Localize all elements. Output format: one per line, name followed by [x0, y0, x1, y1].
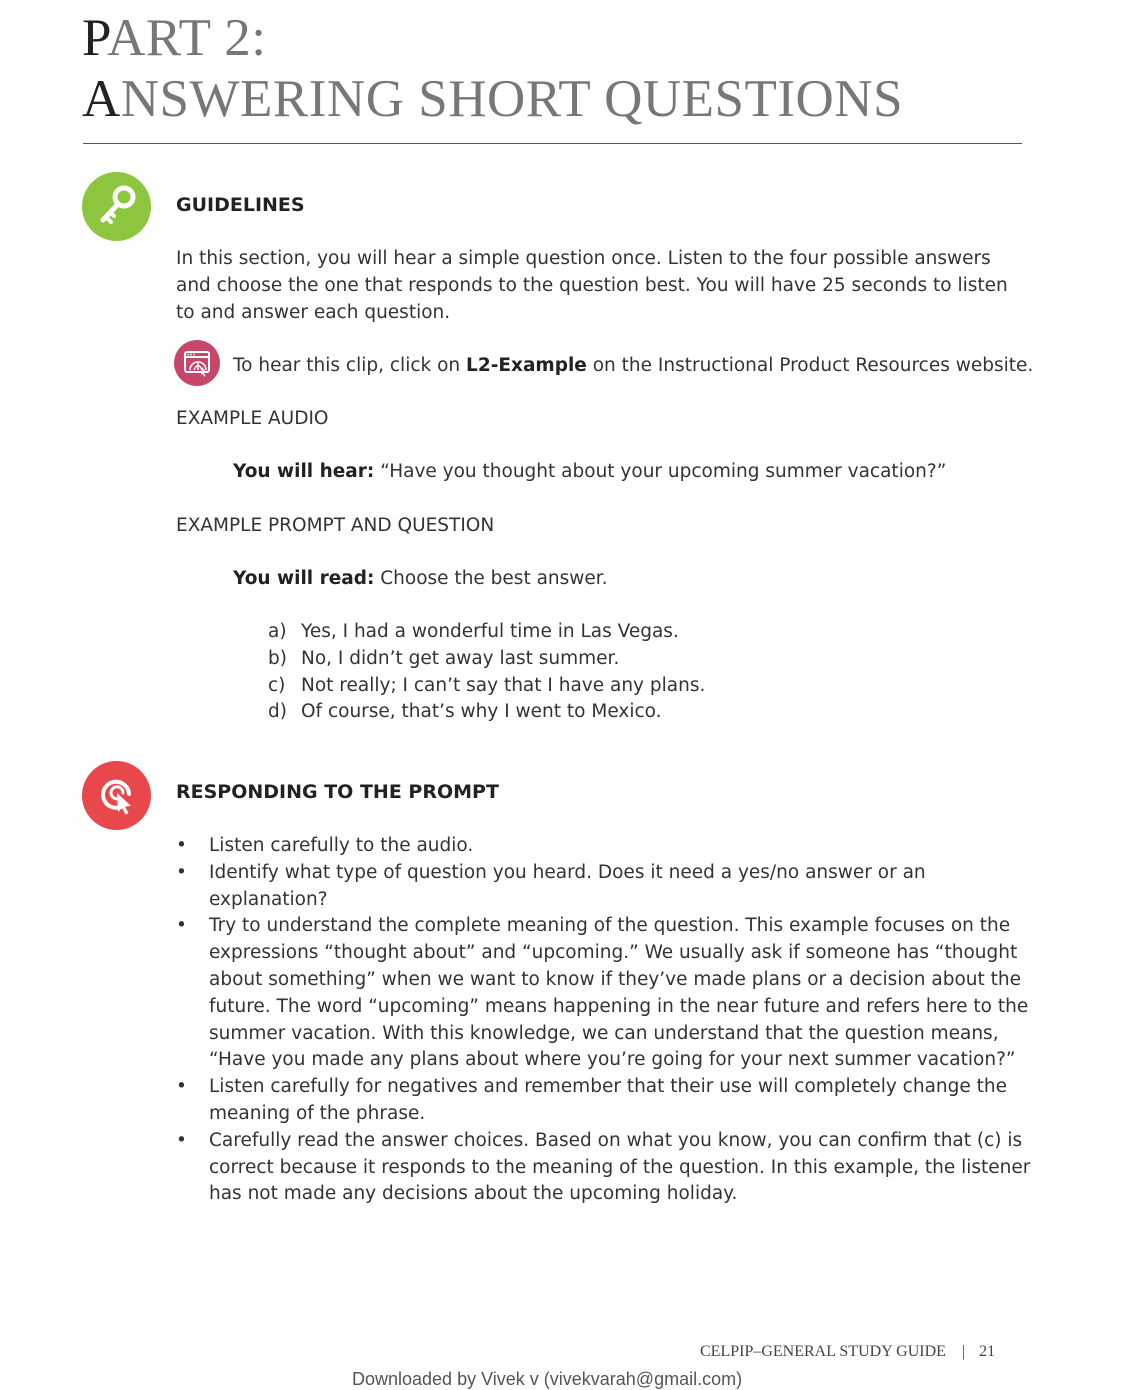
page-footer: [700, 1343, 995, 1361]
answer-option-label: a): [268, 621, 287, 642]
section-heading-responding: RESPONDING TO THE PROMPT: [176, 781, 499, 803]
answer-options-list: [268, 619, 705, 726]
example-prompt-label: EXAMPLE PROMPT AND QUESTION: [176, 515, 495, 536]
bullet-glyph: •: [176, 915, 187, 937]
you-will-read: [233, 566, 608, 593]
example-audio-label: EXAMPLE AUDIO: [176, 408, 329, 429]
answer-option-text: Of course, that’s why I went to Mexico.: [301, 701, 662, 723]
clip-instruction: [233, 353, 1033, 380]
tip-text: Carefully read the answer choices. Based on what you know, you can confirm that (c) is correct because it responds to the meaning of the question. In this example, the listener has not made any decisions about the upcoming holiday.: [209, 1129, 1031, 1205]
bullet-glyph: •: [176, 835, 187, 856]
tip-text: Identify what type of question you heard. Does it need a yes/no answer or an explanation?: [209, 861, 926, 910]
tip-text: Try to understand the complete meaning of the question. This example focuses on the expressions “thought about” and “upcoming.” We usually ask if someone has “thought about something” when we want to know if they’ve made plans or a decision about the future. The word “upcoming” means happening in the near future and refers here to the summer vacation. With this knowledge, we can understand that the question means, “Have you made any plans about where you’re going for your next summer vacation?”: [209, 915, 1029, 1071]
footer-separator: |: [961, 1343, 966, 1360]
bullet-glyph: •: [176, 1076, 187, 1098]
answer-option: [268, 673, 705, 700]
hear-label: You will hear:: [233, 461, 375, 482]
responding-tips-list: [176, 833, 1036, 1208]
answer-option-text: No, I didn’t get away last summer.: [301, 647, 620, 669]
footer-guide-title: CELPIP–GENERAL STUDY GUIDE: [700, 1343, 946, 1360]
answer-option: [268, 619, 705, 646]
page-number: 21: [979, 1343, 996, 1360]
answer-option: [268, 646, 705, 673]
bullet-glyph: •: [176, 1129, 187, 1151]
list-item: [176, 1128, 1036, 1208]
clip-text-before: To hear this clip, click on: [233, 355, 467, 376]
answer-option-label: b): [268, 647, 287, 669]
guidelines-intro: In this section, you will hear a simple question once. Listen to the four possible answers and choose the one that responds to the question best. You will have 25 seconds to listen to and answer each question.: [176, 248, 1008, 323]
download-watermark: Downloaded by Vivek v (vivekvarah@gmail.com): [352, 1369, 743, 1389]
read-label: You will read:: [233, 568, 375, 589]
tip-text: Listen carefully to the audio.: [209, 835, 474, 856]
bullet-glyph: •: [176, 861, 187, 883]
title-text: ART 2:: [107, 9, 267, 67]
section-heading-guidelines: GUIDELINES: [176, 194, 305, 216]
read-text: Choose the best answer.: [374, 568, 608, 589]
list-item: [176, 1074, 1036, 1128]
tip-text: Listen carefully for negatives and remember that their use will completely change the meaning of the phrase.: [209, 1076, 1008, 1124]
title-text: NSWERING SHORT QUESTIONS: [120, 70, 904, 128]
title-initial-letter: P: [82, 9, 108, 67]
clip-text-after: on the Instructional Product Resources website.: [586, 355, 1034, 376]
cursor-target-icon: [82, 761, 151, 830]
answer-option-label: c): [268, 674, 286, 696]
key-icon: [82, 172, 151, 241]
list-item: [176, 860, 1036, 914]
title-initial-letter: A: [82, 70, 121, 128]
list-item: [176, 833, 1036, 860]
hear-text: “Have you thought about your upcoming summer vacation?”: [374, 461, 947, 482]
title-divider: [83, 143, 1022, 144]
answer-option-text: Not really; I can’t say that I have any plans.: [301, 674, 706, 696]
page-title-line-2: [82, 70, 904, 128]
you-will-hear: [233, 459, 946, 486]
page-title-line-1: [82, 9, 267, 67]
web-resource-icon[interactable]: [174, 340, 220, 386]
answer-option-label: d): [268, 701, 287, 723]
answer-option-text: Yes, I had a wonderful time in Las Vegas.: [301, 621, 679, 642]
clip-link[interactable]: L2-Example: [466, 355, 587, 376]
answer-option: [268, 699, 705, 726]
list-item: [176, 913, 1036, 1074]
